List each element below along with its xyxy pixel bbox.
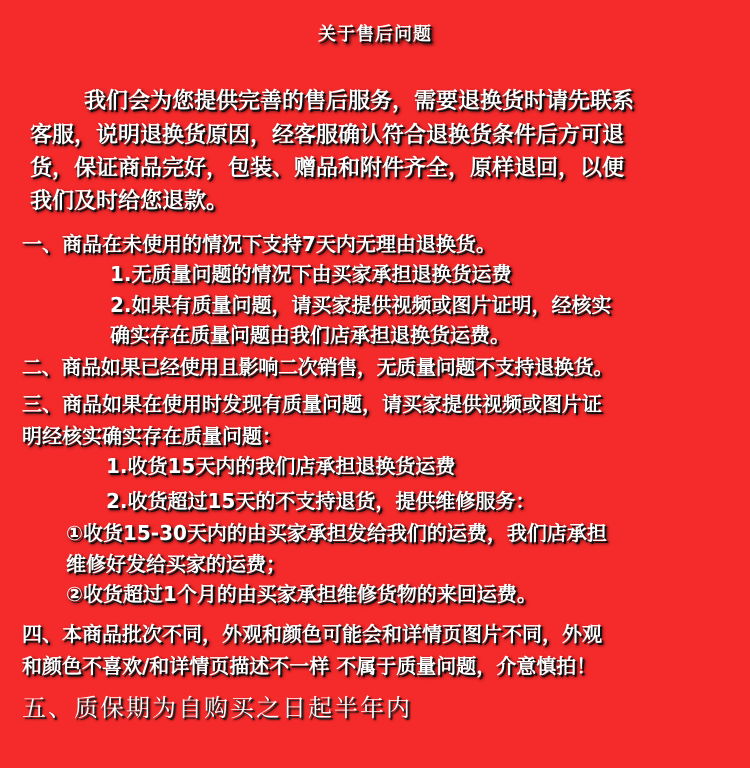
section1-item1: 1.无质量问题的情况下由买家承担退换货运费 — [110, 262, 512, 286]
intro-line-2: 客服，说明退换货原因，经客服确认符合退换货条件后方可退 — [30, 123, 625, 148]
section4-line1: 四、本商品批次不同，外观和颜色可能会和详情页图片不同，外观 — [22, 622, 602, 646]
section3-sub2: ②收货超过1个月的由买家承担维修货物的来回运费。 — [66, 582, 537, 606]
section2-heading: 二、商品如果已经使用且影响二次销售，无质量问题不支持退换货。 — [22, 355, 613, 379]
page-title: 关于售后问题 — [318, 24, 432, 45]
section1-heading: 一、商品在未使用的情况下支持7天内无理由退换货。 — [22, 232, 496, 256]
section3-sub1-line1: ①收货15-30天内的由买家承担发给我们的运费，我们店承担 — [66, 521, 607, 545]
section5-line: 五、质保期为自购买之日起半年内 — [22, 694, 412, 722]
section3-heading-line1: 三、商品如果在使用时发现有质量问题，请买家提供视频或图片证 — [22, 392, 602, 416]
section1-item2-line2: 确实存在质量问题由我们店承担退换货运费。 — [110, 323, 510, 347]
section1-item2-line1: 2.如果有质量问题，请买家提供视频或图片证明，经核实 — [110, 293, 612, 317]
intro-line-4: 我们及时给您退款。 — [30, 189, 229, 214]
section4-line2: 和颜色不喜欢/和详情页描述不一样 不属于质量问题，介意慎拍！ — [22, 654, 597, 678]
section3-sub1-line2: 维修好发给买家的运费； — [66, 552, 286, 576]
intro-line-1: 我们会为您提供完善的售后服务，需要退换货时请先联系 — [84, 89, 635, 114]
section3-item1: 1.收货15天内的我们店承担退换货运费 — [106, 454, 456, 478]
section3-item2: 2.收货超过15天的不支持退货，提供维修服务： — [106, 489, 536, 513]
section3-heading-line2: 明经核实确实存在质量问题： — [22, 424, 282, 448]
intro-line-3: 货，保证商品完好，包装、赠品和附件齐全，原样退回，以便 — [30, 156, 625, 181]
